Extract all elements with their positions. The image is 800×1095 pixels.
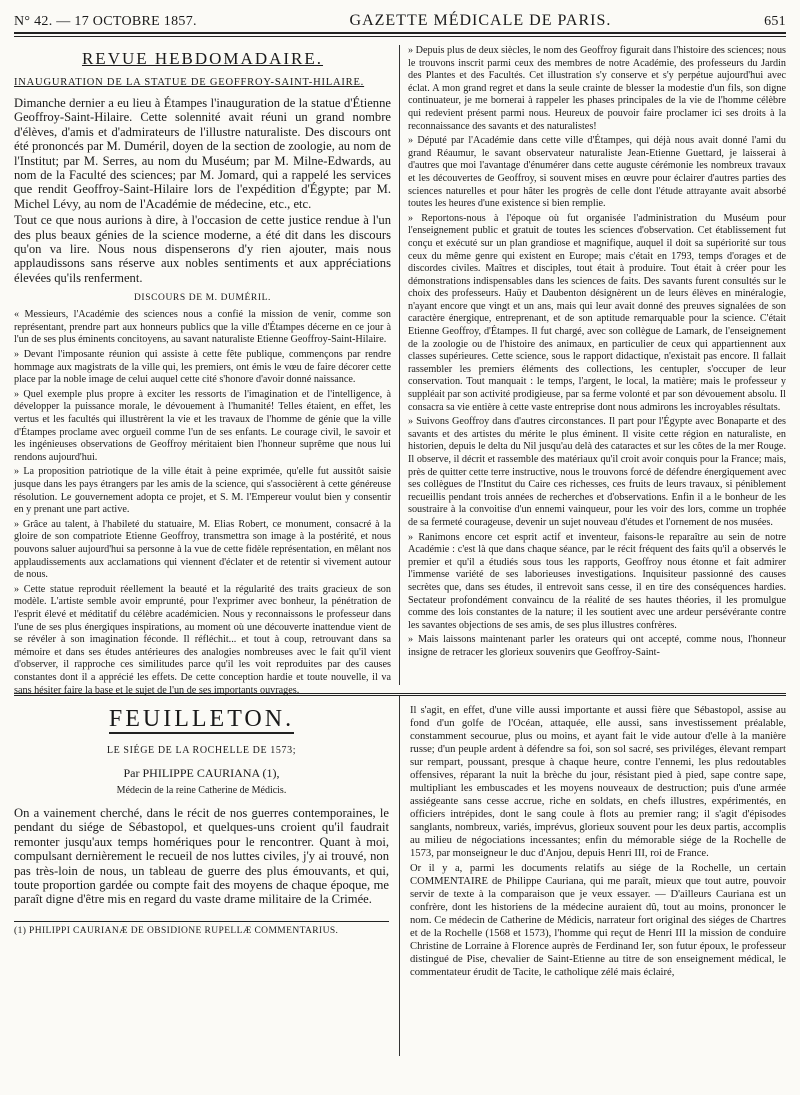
discours-heading: DISCOURS DE M. DUMÉRIL. <box>133 293 272 304</box>
feuilleton-paragraph: Or il y a, parmi les documents relatifs au siége de la Rochelle, un certain COMMENTAIRE de Philippe Cauriana, qui me paraît, mieux que tout autre, pouvoir servir de texte à la comparaison que je veux essayer. — D'ailleurs Cauriana est un confrère, dont les historiens de la médecine auraient dû, tout au moins, prononcer le nom. Ce médecin de Catherine de Médicis, narrateur fort original des siéges de Chartres et de la Rochelle (1568 et 1573), l'homme qui reçut de Henri III la mission de conduire Christine de Lorraine à Florence auprès de Ferdinand Ier, son futur époux, le professeur distingué de Pise, chevalier de Saint-Etienne au titre de son enseignement médical, le commentateur érudit de Tacite, le catholique zélé mais éclairé, <box>410 863 786 978</box>
feuilleton-paragraph: On a vainement cherché, dans le récit de nos guerres contemporaines, le pendant du siége de Sébastopol, et quelques-uns croient qu'il faudrait remonter jusqu'aux temps homériques pour le rencontrer. Quant à moi, compulsant dernièrement le recueil de nos luttes civiles, j'y ai trouvé, non pas très-loin de nous, un tableau de guerre des plus émouvants, et qui, toute proportion gardée ou compte fait des moyens de chaque époque, me paraît digne d'être mis en regard du vaste drame militaire de la Crimée. <box>14 806 389 907</box>
discours-paragraph: » Mais laissons maintenant parler les orateurs qui ont accepté, comme nous, l'honneur insigne de retracer les glorieux souvenirs que Geoffroy-Saint- <box>408 634 786 658</box>
feuilleton-paragraph: Il s'agit, en effet, d'une ville aussi importante et aussi fière que Sébastopol, assise au fond d'un golfe de l'Océan, attaquée, elle aussi, sans investissement préalable, constamment secourue, plus ou moins, et ayant fait le vide autour d'elle à la manière russe; d'un peuple ardent à défendre sa foi, son sol sacré, ses priviléges, élevant rempart sur rempart, poussant, presque à chaque heure, contre l'ennemi, les plus redoutables offensives, réparant la nuit la brèche du jour, résistant pied à pied, sape contre sape, multipliant les embuscades et les moyens nouveaux de destruction; puis d'une armée assiégeante sans cesse accrue, riche en soldats, en chefs illustres, expérimentés, en officiers intrépides, dont le sang coule à flots au premier rang; il s'agit d'épisodes sanglants, nombreux, variés, imprévus, glorieux souvent pour les deux partis, accomplis au milieu de négociations incessantes; enfin du mémorable siége de la Rochelle de 1573, par monseigneur le duc d'Anjou, depuis Henri III, roi de France. <box>410 705 786 859</box>
masthead <box>14 12 786 34</box>
feuilleton-title-text: FEUILLETON. <box>108 706 295 732</box>
feuilleton-left-column <box>14 696 400 1056</box>
revue-subtitle: INAUGURATION DE LA STATUE DE GEOFFROY-SAINT-HILAIRE. <box>14 77 365 88</box>
revue-paragraph: Tout ce que nous aurions à dire, à l'occasion de cette justice rendue à l'un des plus beaux génies de la science moderne, a été dit dans les discours qu'on va lire. Nous nous dispenserons d'y rien ajouter, mais nous applaudissons sans réserve aux nobles sentiments et aux appréciations élevées qu'ils renferment. <box>14 213 391 285</box>
feuilleton-subtitle: LE SIÉGE DE LA ROCHELLE DE 1573; <box>106 745 297 756</box>
revue-paragraph: Dimanche dernier a eu lieu à Étampes l'inauguration de la statue d'Étienne Geoffroy-Saint-Hilaire. Cette solennité avait réuni un grand nombre d'élèves, d'amis et d'admirateurs de l'illustre naturaliste. Des discours ont été prononcés par M. Duméril, doyen de la section de zoologie, au nom de l'Institut; par M. Serres, au nom du Muséum; par M. Milne-Edwards, au nom de la Faculté des sciences; par M. Jomard, qui a rappelé les services que rendit Geoffroy-Saint-Hilaire lors de l'expédition d'Égypte; par M. Michel Lévy, au nom de l'Académie de médecine, etc., etc. <box>14 96 391 211</box>
publication-title: GAZETTE MÉDICALE DE PARIS. <box>349 12 612 29</box>
revue-right-column <box>400 45 786 685</box>
discours-paragraph: » Quel exemple plus propre à exciter les ressorts de l'imagination et de l'intelligence, à développer la puissance morale, le dévouement à l'humanité! Telles étaient, en effet, les vertus et les facultés qui illustrèrent la vie et les travaux de l'homme de génie que la ville d'Étampes proclame avec orgueil comme l'un de ses enfants. Le courage civil, le savoir et les ingénieuses observations de Geoffroy méritaient bien l'honneur suprême que nous lui rendons aujourd'hui. <box>14 388 391 463</box>
issue-date: N° 42. — 17 OCTOBRE 1857. <box>14 14 197 29</box>
feuilleton-author-role: Médecin de la reine Catherine de Médicis. <box>116 785 287 796</box>
discours-paragraph: » Cette statue reproduit réellement la beauté et la régularité des traits gracieux de son modèle. L'artiste semble avoir emprunté, pour l'exprimer avec bonheur, la pénétration de l'esprit élevé et méditatif du célèbre académicien. Nous y reconnaissons le professeur dans l'une de ses plus énergiques inspirations, au moment où une découverte inattendue vient de se révéler à son imagination féconde. Il réfléchit... et tout à coup, retrouvant dans sa mémoire et dans ses études antérieures des analogies nombreuses avec le fait qu'il vient d'observer, il rapproche ces similitudes parce qu'il les voit reproduites par des causes constantes dont il a apprécié les effets. De cette conception hardie et toute nouvelle, il va sans hésiter faire la base et le sujet de l'un de ses importants ouvrages. <box>14 583 391 696</box>
masthead-rule <box>14 36 786 37</box>
discours-paragraph: » Reportons-nous à l'époque où fut organisée l'administration du Muséum pour l'enseignement public et gratuit de toutes les sciences d'observation. Cet établissement fut conçu et exécuté sur un plan grandiose et magnifique, auquel il doit sa supériorité sur tous ceux du même genre qui existent en Europe; mais c'était en 1793, temps d'orages et de discordes civiles. Maîtres et disciples, tout était à produire. Tout était à créer pour les démonstrations indispensables dans les sciences de faits. Des savants furent consultés sur le choix des professeurs. Haüy et Daubenton désignèrent un de leurs élèves en minéralogie, n'ayant encore que vingt et un ans, mais qui leur avait donné des preuves signalées de son caractère énergique, entreprenant, et de son aptitude remarquable pour la science. C'était Etienne Geoffroy, d'Étampes. Il fut chargé, avec son collègue de Lamark, de l'enseignement de la zoologie ou de l'histoire des animaux, en particulier de ceux qui appartiennent aux classes supérieures. Cette science, sous le rapport didactique, n'existait pas encore. Il fallait rassembler les premiers éléments des collections, les centupler, s'occuper de leur conservation. Tout manquait : le temps, l'argent, le local, la matière; mais le professeur y suppléait par son activité prodigieuse, par sa ferme volonté et par son dévouement absolu. Il consacra sa vie entière à cette vaste entreprise dont nous admirons les incroyables résultats. <box>408 212 786 413</box>
discours-paragraph: » Suivons Geoffroy dans d'autres circonstances. Il part pour l'Égypte avec Bonaparte et des savants et des artistes du mérite le plus éminent. Il visite cette région en naturaliste, en historien, depuis le delta du Nil jusqu'au delà des cataractes et sur les côtes de la mer Rouge. Il observe, il décrit et rassemble des matériaux qu'il croit avoir conquis pour la France; mais, près de quitter cette terre instructive, nous le trouvons forcé de défendre énergiquement avec ses collègues de l'Institut du Caire ces richesses, ces fruits de leurs travaux, si péniblement recueillis pendant trois années de recherches et d'observations. Enfin il a le bonheur de les soustraire à la convoitise d'un ennemi vainqueur, pour les voir des lors, comme un trophée de sa fermeté courageuse, devenir un sujet nouveau d'études et l'ornement de nos musées. <box>408 416 786 528</box>
discours-paragraph: « Messieurs, l'Académie des sciences nous a confié la mission de venir, comme son représentant, prendre part aux honneurs publics que la ville d'Étampes décerne en ce jour à l'un de ses plus éminents concitoyens, au savant naturaliste Etienne Geoffroy-Saint-Hilaire. <box>14 309 391 346</box>
discours-paragraph: » Grâce au talent, à l'habileté du statuaire, M. Elias Robert, ce monument, consacré à la gloire de son compatriote Etienne Geoffroy, transmettra son image à la postérité, et nous pouvons saluer aujourd'hui sa personne à la vue de cette fidèle représentation, en mêlant nos applaudissements aux acclamations qui viennent d'éclater et de retentir si vivement autour de nous. <box>14 518 391 581</box>
footnote-rule <box>14 921 389 922</box>
feuilleton-author: Par PHILIPPE CAURIANA (1), <box>123 766 280 780</box>
discours-paragraph: » La proposition patriotique de la ville était à peine exprimée, qu'elle fut aussitôt saisie jusque dans les pays étrangers par les amis de la science, qui s'associèrent à cette généreuse résolution. Le gouvernement adopta ce projet, et S. M. l'Empereur voulut bien y consentir en y prenant une part active. <box>14 466 391 516</box>
feuilleton-right-column <box>400 696 786 1056</box>
discours-paragraph: » Député par l'Académie dans cette ville d'Étampes, qui déjà nous avait donné l'ami du grand Réaumur, le savant observateur naturaliste Jean-Etienne Guettard, je laisserai à d'autres que moi l'avantage d'énumérer dans cette auguste cérémonie les nombreux travaux et les découvertes de Geoffroy, si souvent mises en œuvre pour éclairer d'autres parties des sciences naturelles et pour hâter les progrès de celle dont l'étude attrayante avait absorbé toutes les heures d'une existence si bien remplie. <box>408 135 786 210</box>
revue-title: REVUE HEBDOMADAIRE. <box>81 49 324 68</box>
discours-paragraph: » Ranimons encore cet esprit actif et inventeur, faisons-le reparaître au sein de notre Académie : c'est là que dans chaque séance, par le récit fréquent des faits qu'il a observés le premier et qu'il a étudiés sous tous les rapports, Geoffroy nous étonne et fait admirer l'immense variété de ses laborieuses investigations. Inquisiteur passionné des causes secrètes que, dans ses études, il entrevoit sans cesse, il en tire des conséquences hardies. Sectateur profondément convaincu de la réalité de ses hautes théories, il les promulgue comme des lois constantes de la nature; il les soutient avec une ardeur persévérante contre les savantes objections de ses amis, de ses plus illustres confrères. <box>408 531 786 631</box>
revue-section <box>14 45 786 696</box>
page-number: 651 <box>764 14 786 29</box>
footnote: (1) PHILIPPI CAURIANÆ DE OBSIDIONE RUPELLÆ COMMENTARIUS. <box>14 925 339 936</box>
feuilleton-title <box>14 706 389 733</box>
discours-paragraph: » Devant l'imposante réunion qui assiste à cette fête publique, commençons par rendre hommage aux magistrats de la ville qui, les premiers, ont émis le vœu de faire décorer cette place par la noble image de celui auquel cette cité s'honore d'avoir donné naissance. <box>14 349 391 386</box>
discours-paragraph: » Depuis plus de deux siècles, le nom des Geoffroy figurait dans l'histoire des sciences; nous le trouvons inscrit parmi ceux des membres de notre Académie, des professeurs du Jardin des Plantes et des Facultés. Cet illustration s'y conserve et s'y perpétue aujourd'hui avec éclat. A mon grand regret et dans la seule crainte de blesser la modestie d'un fils, son digne continuateur, je me bornerai à rappeler les phases principales de la vie de l'homme célèbre qui redevient présent parmi nous. Heureux de pouvoir faire proclamer ici ses droits à la reconnaissance des savants et des naturalistes! <box>408 45 786 132</box>
feuilleton-section <box>14 696 786 1056</box>
revue-left-column <box>14 45 400 696</box>
